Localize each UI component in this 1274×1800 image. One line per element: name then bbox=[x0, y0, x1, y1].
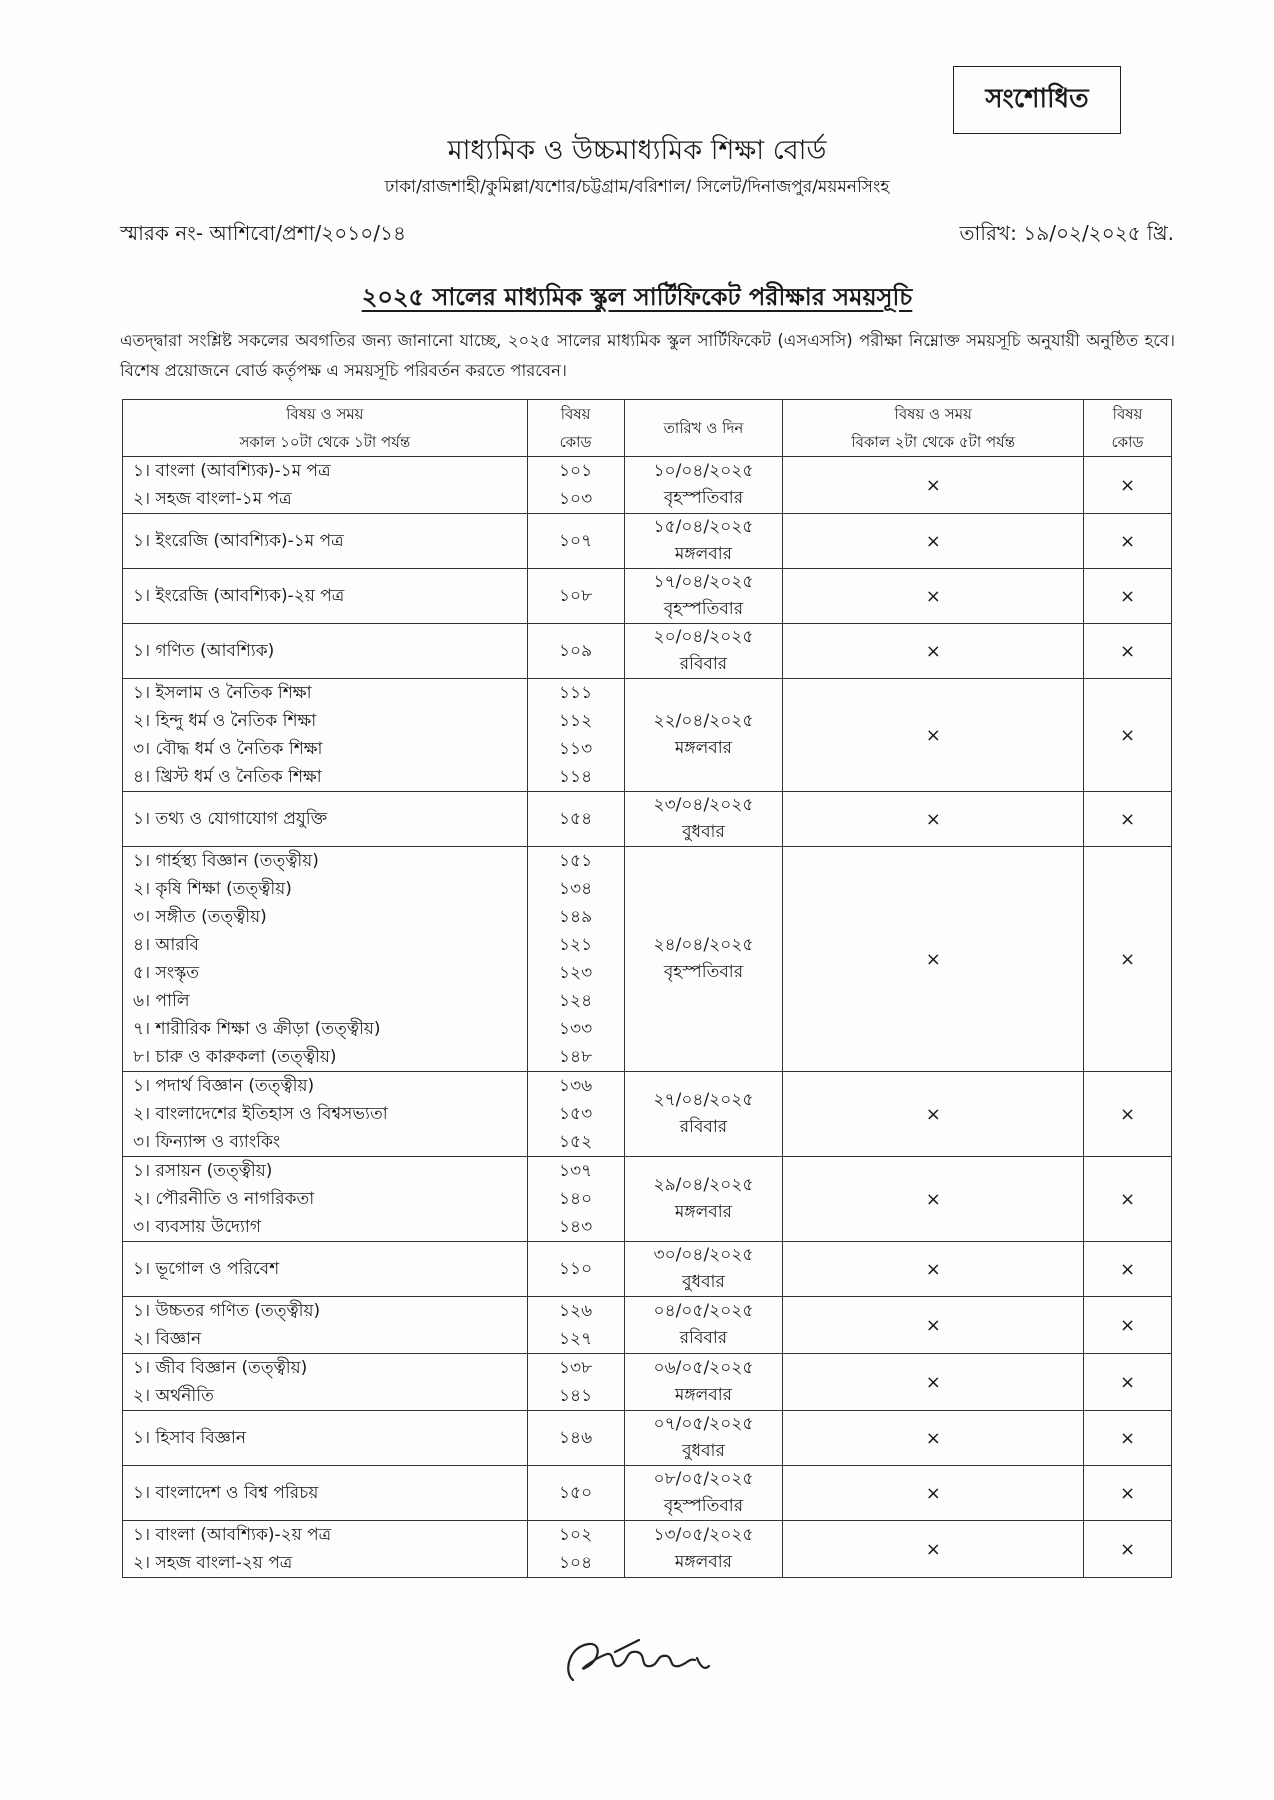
subject-name: ২। অর্থনীতি bbox=[133, 1386, 214, 1406]
subject-code-cell bbox=[527, 1411, 624, 1466]
subject-code: ১৫৪ bbox=[559, 809, 593, 829]
subject-code-cell bbox=[527, 457, 624, 514]
issue-date: তারিখ: ১৯/০২/২০২৫ খ্রি. bbox=[959, 221, 1174, 245]
exam-date: ০৭/০৫/২০২৫ bbox=[653, 1414, 754, 1434]
header-code2-line2: কোড bbox=[1111, 433, 1144, 451]
subject-code-cell bbox=[527, 679, 624, 792]
date-day-cell bbox=[624, 792, 783, 847]
afternoon-subject-cell: × bbox=[783, 1521, 1084, 1578]
subject-code-cell bbox=[527, 1521, 624, 1578]
date-day-cell bbox=[624, 1521, 783, 1578]
subject-code: ১৪৮ bbox=[559, 1047, 593, 1067]
afternoon-subject-cell: × bbox=[783, 1411, 1084, 1466]
exam-day: বৃহস্পতিবার bbox=[663, 599, 744, 619]
board-name: মাধ্যমিক ও উচ্চমাধ্যমিক শিক্ষা বোর্ড bbox=[447, 135, 827, 166]
exam-date: ২২/০৪/২০২৫ bbox=[653, 711, 754, 731]
subject-code: ১৩৬ bbox=[559, 1076, 593, 1096]
table-row bbox=[123, 1297, 1172, 1354]
exam-day: মঙ্গলবার bbox=[674, 1202, 733, 1222]
afternoon-code-cell: × bbox=[1084, 1072, 1172, 1157]
subject-code: ১১৩ bbox=[559, 739, 593, 759]
subject-code: ১০৪ bbox=[559, 1553, 593, 1573]
subject-name: ১। হিসাব বিজ্ঞান bbox=[133, 1428, 247, 1448]
header-code bbox=[527, 400, 624, 457]
date-day-cell bbox=[624, 457, 783, 514]
subject-cell bbox=[123, 1354, 528, 1411]
subject-code: ১২৭ bbox=[559, 1329, 593, 1349]
subject-code: ১১২ bbox=[559, 711, 593, 731]
header-code2-line1: বিষয় bbox=[1112, 405, 1143, 423]
exam-day: মঙ্গলবার bbox=[674, 1552, 733, 1572]
afternoon-subject-cell: × bbox=[783, 1297, 1084, 1354]
exam-date: ০৪/০৫/২০২৫ bbox=[653, 1301, 754, 1321]
header-morning bbox=[123, 400, 528, 457]
date-day-cell bbox=[624, 1411, 783, 1466]
afternoon-code-cell: × bbox=[1084, 1242, 1172, 1297]
afternoon-subject-cell: × bbox=[783, 1157, 1084, 1242]
subject-code: ১৫১ bbox=[559, 851, 593, 871]
subject-name: ২। সহজ বাংলা-২য় পত্র bbox=[133, 1553, 293, 1573]
subject-code-cell bbox=[527, 1072, 624, 1157]
header-morning-line2: সকাল ১০টা থেকে ১টা পর্যন্ত bbox=[239, 433, 411, 451]
subject-code-cell bbox=[527, 569, 624, 624]
afternoon-subject-cell: × bbox=[783, 457, 1084, 514]
subject-code: ১০১ bbox=[559, 461, 593, 481]
exam-day: রবিবার bbox=[679, 1328, 728, 1348]
exam-day: বৃহস্পতিবার bbox=[663, 1496, 744, 1516]
subject-name: ১। উচ্চতর গণিত (তত্ত্বীয়) bbox=[133, 1301, 321, 1321]
subject-cell bbox=[123, 1521, 528, 1578]
subject-code: ১৪৩ bbox=[559, 1217, 593, 1237]
exam-date: ২০/০৪/২০২৫ bbox=[653, 627, 754, 647]
afternoon-code-cell: × bbox=[1084, 792, 1172, 847]
header-code-line1: বিষয় bbox=[560, 405, 591, 423]
date-day-cell bbox=[624, 1354, 783, 1411]
memo-number: স্মারক নং- আশিবো/প্রশা/২০১০/১৪ bbox=[120, 221, 406, 245]
afternoon-code-cell: × bbox=[1084, 1411, 1172, 1466]
exam-day: বুধবার bbox=[682, 1441, 725, 1461]
subject-name: ১। বাংলাদেশ ও বিশ্ব পরিচয় bbox=[133, 1483, 319, 1503]
subject-cell bbox=[123, 1411, 528, 1466]
subject-cell bbox=[123, 679, 528, 792]
date-day-cell bbox=[624, 1157, 783, 1242]
afternoon-code-cell: × bbox=[1084, 1297, 1172, 1354]
header-code-2 bbox=[1084, 400, 1172, 457]
table-row bbox=[123, 624, 1172, 679]
afternoon-code-cell: × bbox=[1084, 679, 1172, 792]
subject-name: ২। পৌরনীতি ও নাগরিকতা bbox=[133, 1189, 315, 1209]
date-day-cell bbox=[624, 624, 783, 679]
afternoon-subject-cell: × bbox=[783, 1466, 1084, 1521]
afternoon-subject-cell: × bbox=[783, 1242, 1084, 1297]
subject-name: ৮। চারু ও কারুকলা (তত্ত্বীয়) bbox=[133, 1047, 337, 1067]
date-day-cell bbox=[624, 514, 783, 569]
afternoon-code-cell: × bbox=[1084, 569, 1172, 624]
afternoon-code-cell: × bbox=[1084, 1354, 1172, 1411]
subject-name: ১। রসায়ন (তত্ত্বীয়) bbox=[133, 1161, 273, 1181]
exam-day: মঙ্গলবার bbox=[674, 738, 733, 758]
exam-date: ২৪/০৪/২০২৫ bbox=[653, 935, 754, 955]
subject-name: ৩। সঙ্গীত (তত্ত্বীয়) bbox=[133, 907, 267, 927]
afternoon-subject-cell: × bbox=[783, 624, 1084, 679]
subject-code: ১৩৪ bbox=[559, 879, 593, 899]
header-date: তারিখ ও দিন bbox=[624, 400, 783, 457]
subject-code: ১৪১ bbox=[559, 1386, 593, 1406]
table-row bbox=[123, 457, 1172, 514]
table-row bbox=[123, 1521, 1172, 1578]
subject-name: ১। ইসলাম ও নৈতিক শিক্ষা bbox=[133, 683, 312, 703]
subject-cell bbox=[123, 1242, 528, 1297]
subject-name: ১। পদার্থ বিজ্ঞান (তত্ত্বীয়) bbox=[133, 1076, 315, 1096]
subject-code: ১১১ bbox=[559, 683, 593, 703]
exam-date: ১৩/০৫/২০২৫ bbox=[653, 1525, 754, 1545]
subject-code: ১৪৬ bbox=[559, 1428, 593, 1448]
date-day-cell bbox=[624, 569, 783, 624]
table-body bbox=[123, 457, 1172, 1578]
exam-day: বৃহস্পতিবার bbox=[663, 488, 744, 508]
date-day-cell bbox=[624, 1072, 783, 1157]
afternoon-subject-cell: × bbox=[783, 1354, 1084, 1411]
exam-day: বুধবার bbox=[682, 1272, 725, 1292]
subject-name: ২। কৃষি শিক্ষা (তত্ত্বীয়) bbox=[133, 879, 292, 899]
subject-name: ২। হিন্দু ধর্ম ও নৈতিক শিক্ষা bbox=[133, 711, 317, 731]
subject-cell bbox=[123, 1157, 528, 1242]
subject-code: ১০৯ bbox=[559, 641, 593, 661]
subject-code: ১১০ bbox=[559, 1259, 593, 1279]
table-row bbox=[123, 847, 1172, 1072]
table-header-row bbox=[123, 400, 1172, 457]
subject-code: ১৩৩ bbox=[559, 1019, 593, 1039]
exam-date: ১৫/০৪/২০২৫ bbox=[653, 517, 754, 537]
subject-code: ১৫৩ bbox=[559, 1104, 593, 1124]
subject-code-cell bbox=[527, 847, 624, 1072]
subject-code: ১০৮ bbox=[559, 586, 593, 606]
exam-day: রবিবার bbox=[679, 654, 728, 674]
subject-name: ৫। সংস্কৃত bbox=[133, 963, 200, 983]
subject-cell bbox=[123, 792, 528, 847]
table-row bbox=[123, 1411, 1172, 1466]
table-row bbox=[123, 679, 1172, 792]
subject-code: ১২৬ bbox=[559, 1301, 593, 1321]
afternoon-code-cell: × bbox=[1084, 1466, 1172, 1521]
subject-name: ১। বাংলা (আবশ্যিক)-১ম পত্র bbox=[133, 461, 331, 481]
subject-code: ১৩৭ bbox=[559, 1161, 593, 1181]
afternoon-subject-cell: × bbox=[783, 679, 1084, 792]
subject-name: ১। জীব বিজ্ঞান (তত্ত্বীয়) bbox=[133, 1358, 308, 1378]
subject-code: ১২৪ bbox=[559, 991, 593, 1011]
subject-name: ১। গার্হস্থ্য বিজ্ঞান (তত্ত্বীয়) bbox=[133, 851, 319, 871]
date-day-cell bbox=[624, 1466, 783, 1521]
subject-code-cell bbox=[527, 1157, 624, 1242]
header-afternoon bbox=[783, 400, 1084, 457]
table-row bbox=[123, 1157, 1172, 1242]
subject-code-cell bbox=[527, 1297, 624, 1354]
subject-name: ২। বিজ্ঞান bbox=[133, 1329, 202, 1349]
exam-date: ০৬/০৫/২০২৫ bbox=[653, 1358, 754, 1378]
afternoon-code-cell: × bbox=[1084, 847, 1172, 1072]
afternoon-subject-cell: × bbox=[783, 569, 1084, 624]
page-title: ২০২৫ সালের মাধ্যমিক স্কুল সার্টিফিকেট পরীক্ষার সময়সূচি bbox=[361, 283, 913, 311]
exam-date: ০৮/০৫/২০২৫ bbox=[653, 1469, 754, 1489]
subject-name: ৩। বৌদ্ধ ধর্ম ও নৈতিক শিক্ষা bbox=[133, 739, 323, 759]
table-row bbox=[123, 1072, 1172, 1157]
table-row bbox=[123, 1466, 1172, 1521]
subject-name: ৬। পালি bbox=[133, 991, 190, 1011]
subject-code: ১০২ bbox=[559, 1525, 593, 1545]
header-afternoon-line1: বিষয় ও সময় bbox=[894, 405, 972, 423]
subject-code: ১২৩ bbox=[559, 963, 593, 983]
subject-code-cell bbox=[527, 1466, 624, 1521]
exam-date: ২৯/০৪/২০২৫ bbox=[653, 1175, 754, 1195]
revised-stamp: সংশোধিত bbox=[953, 66, 1121, 134]
subject-code-cell bbox=[527, 1242, 624, 1297]
subject-code-cell bbox=[527, 1354, 624, 1411]
table-row bbox=[123, 792, 1172, 847]
exam-date: ২৭/০৪/২০২৫ bbox=[653, 1090, 754, 1110]
subject-cell bbox=[123, 1297, 528, 1354]
subject-code: ১০৩ bbox=[559, 489, 593, 509]
subject-name: ১। তথ্য ও যোগাযোগ প্রযুক্তি bbox=[133, 809, 328, 829]
afternoon-code-cell: × bbox=[1084, 457, 1172, 514]
table-row bbox=[123, 514, 1172, 569]
afternoon-subject-cell: × bbox=[783, 514, 1084, 569]
subject-name: ৪। আরবি bbox=[133, 935, 200, 955]
exam-day: মঙ্গলবার bbox=[674, 544, 733, 564]
subject-name: ১। ইংরেজি (আবশ্যিক)-২য় পত্র bbox=[133, 586, 345, 606]
exam-schedule-table bbox=[122, 399, 1172, 1578]
subject-code-cell bbox=[527, 624, 624, 679]
subject-name: ৩। ফিন্যান্স ও ব্যাংকিং bbox=[133, 1132, 281, 1152]
intro-paragraph: এতদ্দ্বারা সংশ্লিষ্ট সকলের অবগতির জন্য জানানো যাচ্ছে, ২০২৫ সালের মাধ্যমিক স্কুল সার্টিফিকেট (এসএসসি) পরীক্ষা নিম্নোক্ত সময়সূচি অনুযায়ী অনুষ্ঠিত হবে। বিশেষ প্রয়োজনে বোর্ড কর্তৃপক্ষ এ সময়সূচি পরিবর্তন করতে পারবেন। bbox=[120, 331, 1175, 380]
subject-cell bbox=[123, 1072, 528, 1157]
subject-cell bbox=[123, 847, 528, 1072]
subject-code: ১০৭ bbox=[559, 531, 593, 551]
subject-code-cell bbox=[527, 514, 624, 569]
table-row bbox=[123, 1242, 1172, 1297]
subject-cell bbox=[123, 514, 528, 569]
subject-name: ১। ইংরেজি (আবশ্যিক)-১ম পত্র bbox=[133, 531, 344, 551]
subject-name: ১। ভূগোল ও পরিবেশ bbox=[133, 1259, 280, 1279]
header-morning-line1: বিষয় ও সময় bbox=[286, 405, 364, 423]
exam-date: ১০/০৪/২০২৫ bbox=[653, 461, 754, 481]
subject-code: ১৩৮ bbox=[559, 1358, 593, 1378]
subject-cell bbox=[123, 1466, 528, 1521]
subject-name: ৪। খ্রিস্ট ধর্ম ও নৈতিক শিক্ষা bbox=[133, 767, 322, 787]
header-code-line2: কোড bbox=[559, 433, 592, 451]
date-day-cell bbox=[624, 1242, 783, 1297]
subject-cell bbox=[123, 624, 528, 679]
subject-code: ১৪৯ bbox=[559, 907, 593, 927]
subject-code: ১২১ bbox=[559, 935, 593, 955]
afternoon-code-cell: × bbox=[1084, 1521, 1172, 1578]
exam-day: বুধবার bbox=[682, 822, 725, 842]
exam-day: রবিবার bbox=[679, 1117, 728, 1137]
afternoon-subject-cell: × bbox=[783, 847, 1084, 1072]
afternoon-subject-cell: × bbox=[783, 792, 1084, 847]
afternoon-code-cell: × bbox=[1084, 624, 1172, 679]
afternoon-code-cell: × bbox=[1084, 1157, 1172, 1242]
subject-name: ১। গণিত (আবশ্যিক) bbox=[133, 641, 275, 661]
subject-cell bbox=[123, 569, 528, 624]
subject-code: ১১৪ bbox=[559, 767, 593, 787]
subject-code: ১৫০ bbox=[559, 1483, 593, 1503]
table-row bbox=[123, 569, 1172, 624]
subject-code: ১৪০ bbox=[559, 1189, 593, 1209]
subject-name: ৭। শারীরিক শিক্ষা ও ক্রীড়া (তত্ত্বীয়) bbox=[133, 1019, 381, 1039]
exam-date: ২৩/০৪/২০২৫ bbox=[653, 795, 754, 815]
subject-code: ১৫২ bbox=[559, 1132, 593, 1152]
subject-name: ১। বাংলা (আবশ্যিক)-২য় পত্র bbox=[133, 1525, 332, 1545]
subject-cell bbox=[123, 457, 528, 514]
signature bbox=[555, 1628, 745, 1698]
subject-code-cell bbox=[527, 792, 624, 847]
date-day-cell bbox=[624, 679, 783, 792]
subject-name: ৩। ব্যবসায় উদ্যোগ bbox=[133, 1217, 261, 1237]
afternoon-code-cell: × bbox=[1084, 514, 1172, 569]
table-row bbox=[123, 1354, 1172, 1411]
exam-date: ১৭/০৪/২০২৫ bbox=[653, 572, 754, 592]
afternoon-subject-cell: × bbox=[783, 1072, 1084, 1157]
exam-day: বৃহস্পতিবার bbox=[663, 962, 744, 982]
subject-name: ২। বাংলাদেশের ইতিহাস ও বিশ্বসভ্যতা bbox=[133, 1104, 388, 1124]
board-list: ঢাকা/রাজশাহী/কুমিল্লা/যশোর/চট্টগ্রাম/বরিশাল/ সিলেট/দিনাজপুর/ময়মনসিংহ bbox=[384, 177, 890, 197]
subject-name: ২। সহজ বাংলা-১ম পত্র bbox=[133, 489, 292, 509]
exam-date: ৩০/০৪/২০২৫ bbox=[653, 1245, 754, 1265]
exam-day: মঙ্গলবার bbox=[674, 1385, 733, 1405]
date-day-cell bbox=[624, 1297, 783, 1354]
header-afternoon-line2: বিকাল ২টা থেকে ৫টা পর্যন্ত bbox=[851, 433, 1016, 451]
date-day-cell bbox=[624, 847, 783, 1072]
